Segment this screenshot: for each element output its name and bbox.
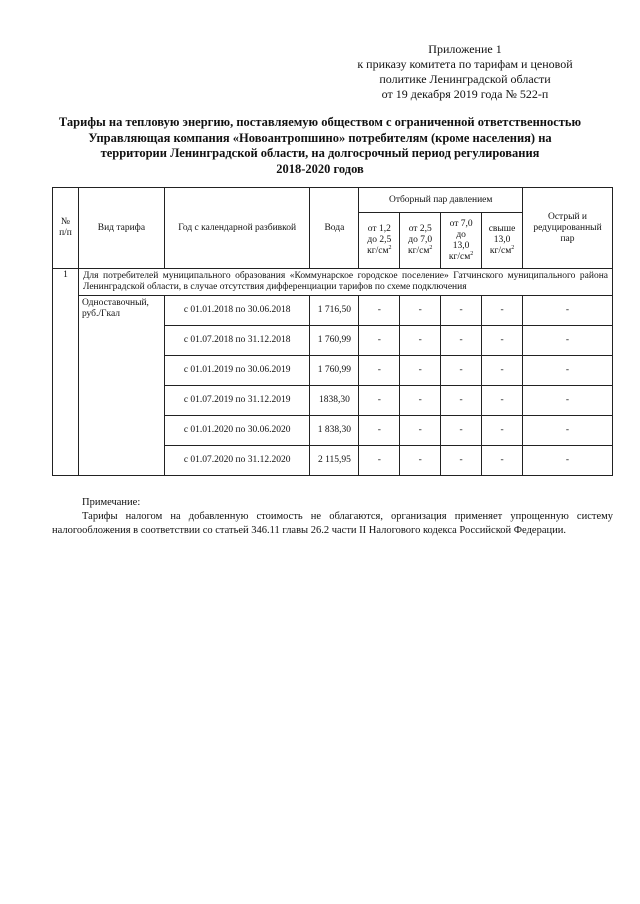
pressure-4-value: -	[482, 326, 523, 356]
title-line: территории Ленинградской области, на долгосрочный период регулирования	[100, 146, 540, 160]
header-pressure-4	[482, 213, 523, 269]
pressure-2-value: -	[400, 356, 441, 386]
header-pressure-text: свыше	[488, 224, 516, 234]
header-pressure-text: от 7,0	[449, 218, 473, 229]
pressure-1-value: -	[359, 386, 400, 416]
water-value: 1 838,30	[310, 416, 359, 446]
header-pressure-text: 13,0	[493, 235, 511, 245]
sharp-steam-value: -	[523, 416, 613, 446]
pressure-2-value: -	[400, 296, 441, 326]
sharp-steam-value: -	[523, 296, 613, 326]
tariff-name: Одноставочный, руб./Гкал	[78, 296, 164, 476]
pressure-3-value: -	[441, 386, 482, 416]
header-pressure-3	[441, 213, 482, 269]
pressure-4-value: -	[482, 296, 523, 326]
water-value: 1838,30	[310, 386, 359, 416]
pressure-4-value: -	[482, 386, 523, 416]
water-value: 1 760,99	[310, 326, 359, 356]
sharp-steam-value: -	[523, 356, 613, 386]
pressure-3-value: -	[441, 446, 482, 476]
pressure-3-value: -	[441, 416, 482, 446]
header-number-line2: п/п	[59, 228, 72, 238]
pressure-1-value: -	[359, 416, 400, 446]
unit-text: кг/см	[367, 246, 389, 256]
period-cell: с 01.01.2018 по 30.06.2018	[164, 296, 310, 326]
title-line: Управляющая компания «Новоантропшино» потребителям (кроме населения) на	[88, 130, 552, 145]
note-text: Тарифы налогом на добавленную стоимость не облагаются, организация применяет упрощенную систему налогообложения в соответствии со статьей 346.11 главы 26.2 части II Налогового кодекса Российской Федерации.	[52, 511, 613, 536]
header-pressure-unit	[444, 252, 478, 263]
sharp-steam-value: -	[523, 446, 613, 476]
pressure-4-value: -	[482, 356, 523, 386]
pressure-4-value: -	[482, 446, 523, 476]
pressure-1-value: -	[359, 356, 400, 386]
period-cell: с 01.07.2020 по 31.12.2020	[164, 446, 310, 476]
pressure-4-value: -	[482, 416, 523, 446]
appendix-line: к приказу комитета по тарифам и ценовой	[357, 57, 573, 71]
period-cell: с 01.01.2019 по 30.06.2019	[164, 356, 310, 386]
pressure-3-value: -	[441, 296, 482, 326]
pressure-2-value: -	[400, 416, 441, 446]
period-cell: с 01.07.2018 по 31.12.2018	[164, 326, 310, 356]
header-steam-group: Отборный пар давлением	[359, 188, 523, 213]
header-number	[53, 188, 79, 269]
pressure-2-value: -	[400, 386, 441, 416]
pressure-2-value: -	[400, 326, 441, 356]
header-pressure-text: до 2,5	[367, 235, 392, 245]
unit-text: кг/см	[408, 246, 430, 256]
title-line: Тарифы на тепловую энергию, поставляемую обществом с ограниченной ответственностью	[58, 115, 582, 129]
unit-text: кг/см	[448, 251, 471, 262]
appendix-line: от 19 декабря 2019 года № 522-п	[381, 87, 549, 101]
pressure-1-value: -	[359, 296, 400, 326]
unit-superscript: 2	[470, 250, 474, 257]
period-cell: с 01.01.2020 по 30.06.2020	[164, 416, 310, 446]
unit-superscript: 2	[511, 244, 515, 251]
tariffs-table	[52, 187, 613, 476]
header-pressure-text: до	[456, 229, 466, 240]
period-cell: с 01.07.2019 по 31.12.2019	[164, 386, 310, 416]
water-value: 1 760,99	[310, 356, 359, 386]
header-pressure-1	[359, 213, 400, 269]
header-year: Год с календарной разбивкой	[164, 188, 310, 269]
pressure-3-value: -	[441, 356, 482, 386]
appendix-line: Приложение 1	[428, 42, 502, 56]
note-label: Примечание:	[82, 497, 141, 508]
water-value: 1 716,50	[310, 296, 359, 326]
appendix-line: политике Ленинградской области	[379, 72, 551, 86]
water-value: 2 115,95	[310, 446, 359, 476]
header-pressure-text: от 2,5	[408, 224, 432, 234]
header-pressure-text: от 1,2	[367, 224, 391, 234]
header-pressure-unit	[485, 246, 519, 257]
unit-text: кг/см	[489, 246, 512, 256]
pressure-1-value: -	[359, 326, 400, 356]
title-line: 2018-2020 годов	[276, 161, 364, 176]
sharp-steam-value: -	[523, 326, 613, 356]
pressure-3-value: -	[441, 326, 482, 356]
note-section	[52, 496, 613, 538]
header-tariff-type: Вид тарифа	[78, 188, 164, 269]
pressure-1-value: -	[359, 446, 400, 476]
header-sharp-steam: Острый и редуцированный пар	[523, 188, 613, 269]
header-pressure-2	[400, 213, 441, 269]
header-pressure-unit	[403, 246, 437, 257]
header-pressure-text: 13,0	[452, 240, 470, 251]
row-number: 1	[53, 269, 79, 476]
header-water: Вода	[310, 188, 359, 269]
document-title	[40, 115, 600, 177]
appendix-header	[335, 42, 595, 102]
header-pressure-unit	[362, 246, 396, 257]
consumer-description: Для потребителей муниципального образования «Коммунарское городское поселение» Гатчинского муниципального района Ленинградской области, в случае отсутствия дифференциации тарифов по схеме подключения	[78, 269, 612, 296]
header-pressure-text: до 7,0	[408, 235, 433, 245]
unit-superscript: 2	[429, 244, 433, 251]
header-number-line1: №	[60, 217, 70, 227]
unit-superscript: 2	[388, 244, 392, 251]
pressure-2-value: -	[400, 446, 441, 476]
sharp-steam-value: -	[523, 386, 613, 416]
